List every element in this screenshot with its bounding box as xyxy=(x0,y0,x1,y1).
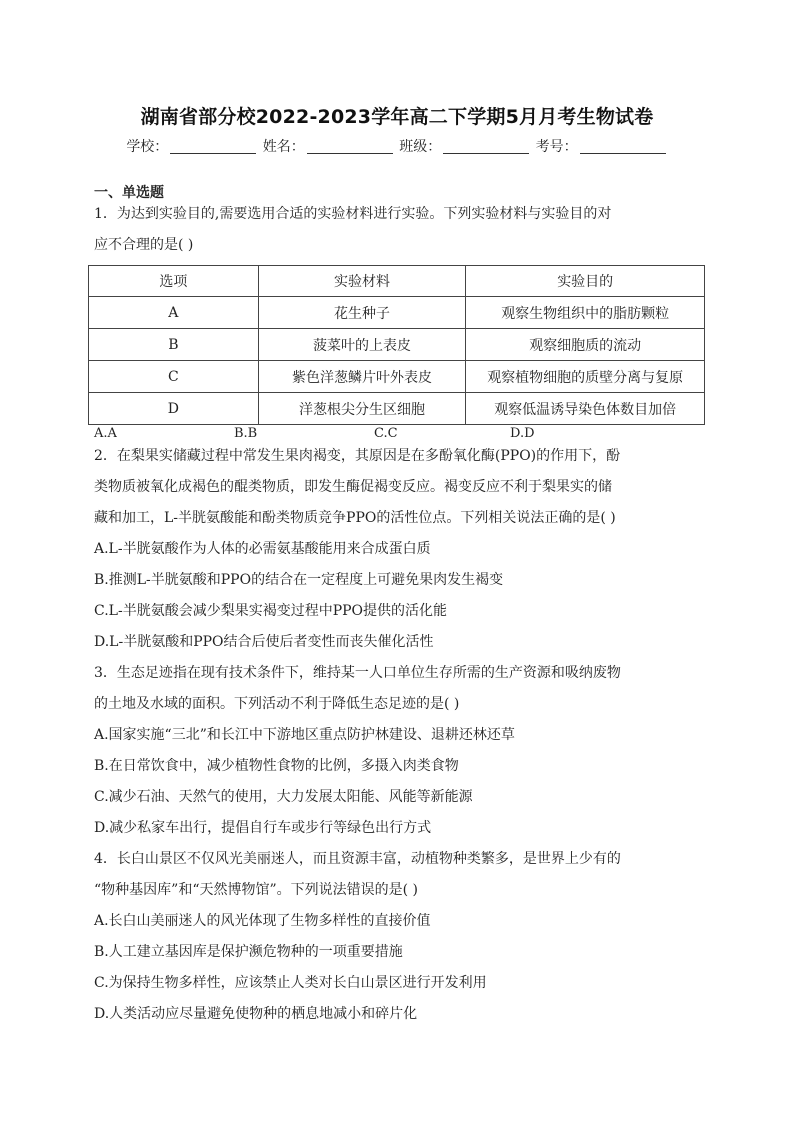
q2-option-b: B.推测L-半胱氨酸和PPO的结合在一定程度上可避免果肉发生褐变 xyxy=(94,572,504,588)
page-title: 湖南省部分校2022-2023学年高二下学期5月月考生物试卷 xyxy=(140,106,654,128)
q2-stem-line2: 类物质被氧化成褐色的醌类物质，即发生酶促褐变反应。褐变反应不利于梨果实的储 xyxy=(94,479,612,495)
q4-option-b: B.人工建立基因库是保护濒危物种的一项重要措施 xyxy=(94,944,403,960)
table-cell: 紫色洋葱鳞片叶外表皮 xyxy=(258,361,466,393)
q1-options-table xyxy=(88,265,705,425)
school-label: 学校： xyxy=(126,139,169,155)
q4-stem-line2: “物种基因库”和“天然博物馆”。下列说法错误的是( ) xyxy=(94,882,419,898)
school-blank xyxy=(170,139,256,154)
table-cell: 花生种子 xyxy=(258,297,466,329)
q3-option-c: C.减少石油、天然气的使用，大力发展太阳能、风能等新能源 xyxy=(94,789,473,805)
table-row xyxy=(89,297,705,329)
table-row xyxy=(89,329,705,361)
name-blank xyxy=(307,139,393,154)
q3-stem-line1: 3．生态足迹指在现有技术条件下，维持某一人口单位生存所需的生产资源和吸纳废物 xyxy=(94,665,621,681)
table-header-cell: 实验目的 xyxy=(466,266,705,297)
table-row xyxy=(89,361,705,393)
q1-choice-a: A.A xyxy=(94,426,117,441)
table-header-cell: 选项 xyxy=(89,266,259,297)
number-label: 考号： xyxy=(535,139,578,155)
q3-option-d: D.减少私家车出行，提倡自行车或步行等绿色出行方式 xyxy=(94,820,432,836)
q1-stem-line2: 应不合理的是( ) xyxy=(94,237,194,253)
table-header-cell: 实验材料 xyxy=(258,266,466,297)
q1-choice-c: C.C xyxy=(374,426,398,441)
q1-stem-line1: 1．为达到实验目的,需要选用合适的实验材料进行实验。下列实验材料与实验目的对 xyxy=(94,206,612,222)
table-cell: A xyxy=(89,297,259,329)
table-cell: 菠菜叶的上表皮 xyxy=(258,329,466,361)
q2-option-c: C.L-半胱氨酸会减少梨果实褐变过程中PPO提供的活化能 xyxy=(94,603,448,619)
table-header-row xyxy=(89,266,705,297)
q3-option-b: B.在日常饮食中，减少植物性食物的比例，多摄入肉类食物 xyxy=(94,758,459,774)
table-row xyxy=(89,393,705,425)
q3-stem-line2: 的土地及水域的面积。下列活动不利于降低生态足迹的是( ) xyxy=(94,696,460,712)
table-cell: 观察细胞质的流动 xyxy=(466,329,705,361)
student-info-line xyxy=(0,136,794,156)
q2-option-a: A.L-半胱氨酸作为人体的必需氨基酸能用来合成蛋白质 xyxy=(94,541,431,557)
q4-option-a: A.长白山美丽迷人的风光体现了生物多样性的直接价值 xyxy=(94,913,431,929)
q1-choice-b: B.B xyxy=(234,426,258,441)
q1-choice-d: D.D xyxy=(510,426,535,441)
section-heading: 一、单选题 xyxy=(94,185,164,201)
table-cell: C xyxy=(89,361,259,393)
table-cell: 洋葱根尖分生区细胞 xyxy=(258,393,466,425)
class-label: 班级： xyxy=(399,139,442,155)
q4-stem-line1: 4．长白山景区不仅风光美丽迷人，而且资源丰富，动植物种类繁多，是世界上少有的 xyxy=(94,851,621,867)
q4-option-c: C.为保持生物多样性，应该禁止人类对长白山景区进行开发利用 xyxy=(94,975,487,991)
q2-stem-line1: 2．在梨果实储藏过程中常发生果肉褐变，其原因是在多酚氧化酶(PPO)的作用下，酚 xyxy=(94,448,621,464)
class-blank xyxy=(443,139,529,154)
q4-option-d: D.人类活动应尽量避免使物种的栖息地减小和碎片化 xyxy=(94,1006,418,1022)
table-cell: D xyxy=(89,393,259,425)
table-cell: B xyxy=(89,329,259,361)
q2-option-d: D.L-半胱氨酸和PPO结合后使后者变性而丧失催化活性 xyxy=(94,634,434,650)
table-cell: 观察生物组织中的脂肪颗粒 xyxy=(466,297,705,329)
q3-option-a: A.国家实施“三北”和长江中下游地区重点防护林建设、退耕还林还草 xyxy=(94,727,515,743)
q2-stem-line3: 藏和加工，L-半胱氨酸能和酚类物质竞争PPO的活性位点。下列相关说法正确的是( ) xyxy=(94,510,616,526)
name-label: 姓名： xyxy=(262,139,305,155)
number-blank xyxy=(580,139,666,154)
table-cell: 观察植物细胞的质壁分离与复原 xyxy=(466,361,705,393)
table-cell: 观察低温诱导染色体数目加倍 xyxy=(466,393,705,425)
